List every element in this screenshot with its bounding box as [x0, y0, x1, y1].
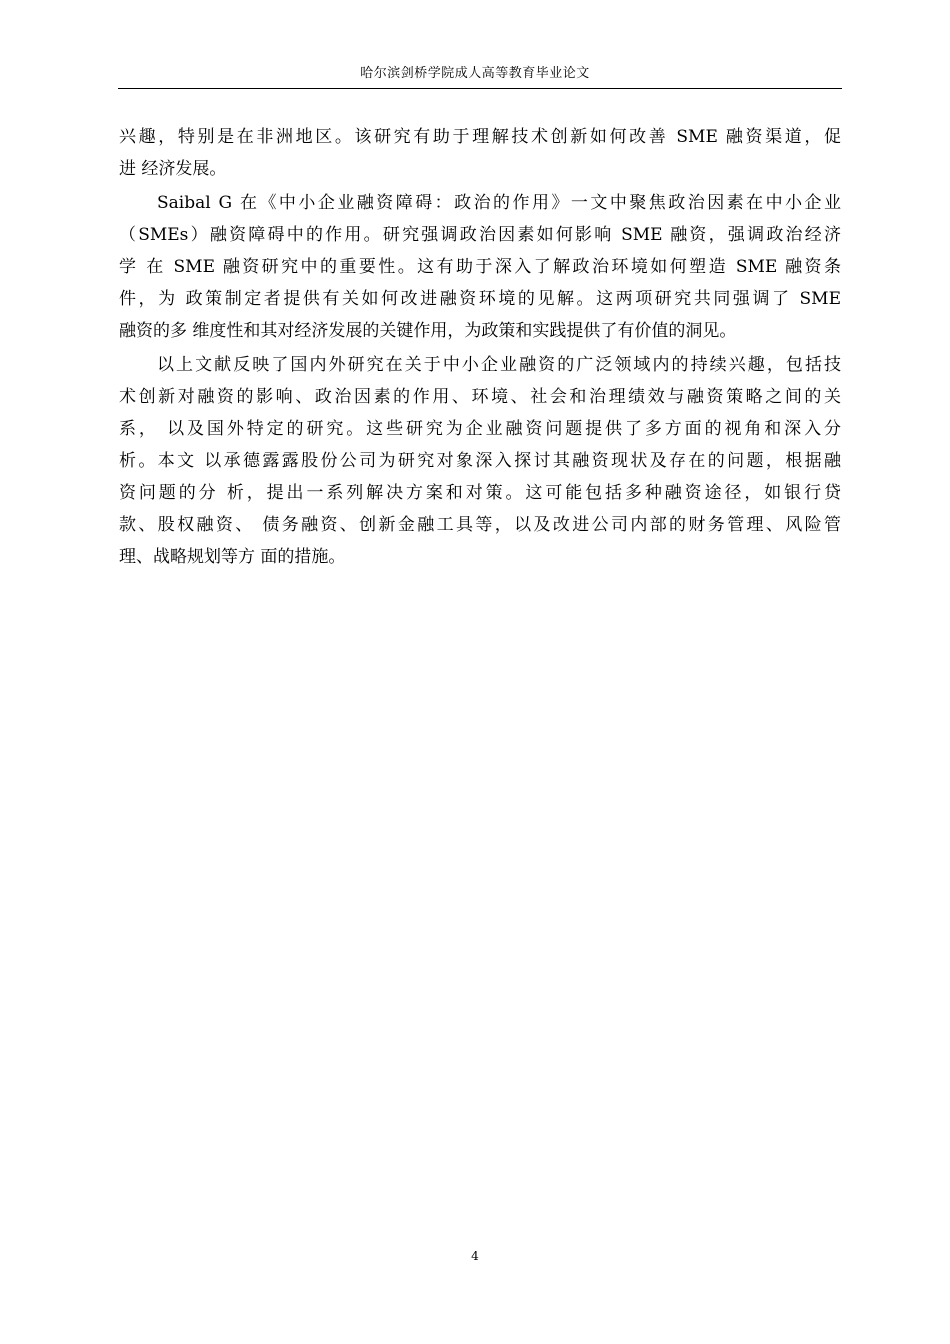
- text-line: 件，为 政策制定者提供有关如何改进融资环境的见解。这两项研究共同强调了 SME: [119, 289, 841, 309]
- text-line: 学 在 SME 融资研究中的重要性。这有助于深入了解政治环境如何塑造 SME 融资条: [119, 257, 841, 277]
- text-line: 融资的多 维度性和其对经济发展的关键作用，为政策和实践提供了有价值的洞见。: [119, 321, 737, 341]
- text-line: 系， 以及国外特定的研究。这些研究为企业融资问题提供了多方面的视角和深入分: [119, 419, 841, 439]
- page-number: 4: [471, 1249, 479, 1263]
- text-line: 进 经济发展。: [119, 159, 227, 179]
- paragraph-continuation: [119, 121, 841, 185]
- header-rule: [118, 88, 842, 89]
- text-line: 资问题的分 析，提出一系列解决方案和对策。这可能包括多种融资途径，如银行贷: [119, 483, 841, 503]
- text-line: （SMEs）融资障碍中的作用。研究强调政治因素如何影响 SME 融资，强调政治经济: [119, 225, 841, 245]
- text-line: Saibal G 在《中小企业融资障碍：政治的作用》一文中聚焦政治因素在中小企业: [157, 193, 841, 213]
- paragraph-saibal: [119, 187, 841, 347]
- paragraph-summary: [119, 349, 841, 573]
- text-line: 兴趣，特别是在非洲地区。该研究有助于理解技术创新如何改善 SME 融资渠道，促: [119, 127, 841, 147]
- text-line: 理、战略规划等方 面的措施。: [119, 547, 346, 567]
- text-line: 析。本文 以承德露露股份公司为研究对象深入探讨其融资现状及存在的问题，根据融: [119, 451, 841, 471]
- text-line: 款、股权融资、 债务融资、创新金融工具等，以及改进公司内部的财务管理、风险管: [119, 515, 841, 535]
- text-line: 术创新对融资的影响、政治因素的作用、环境、社会和治理绩效与融资策略之间的关: [119, 387, 841, 407]
- page-header: 哈尔滨剑桥学院成人高等教育毕业论文: [360, 66, 590, 81]
- body-text: [119, 121, 841, 573]
- text-line: 以上文献反映了国内外研究在关于中小企业融资的广泛领域内的持续兴趣，包括技: [157, 355, 841, 375]
